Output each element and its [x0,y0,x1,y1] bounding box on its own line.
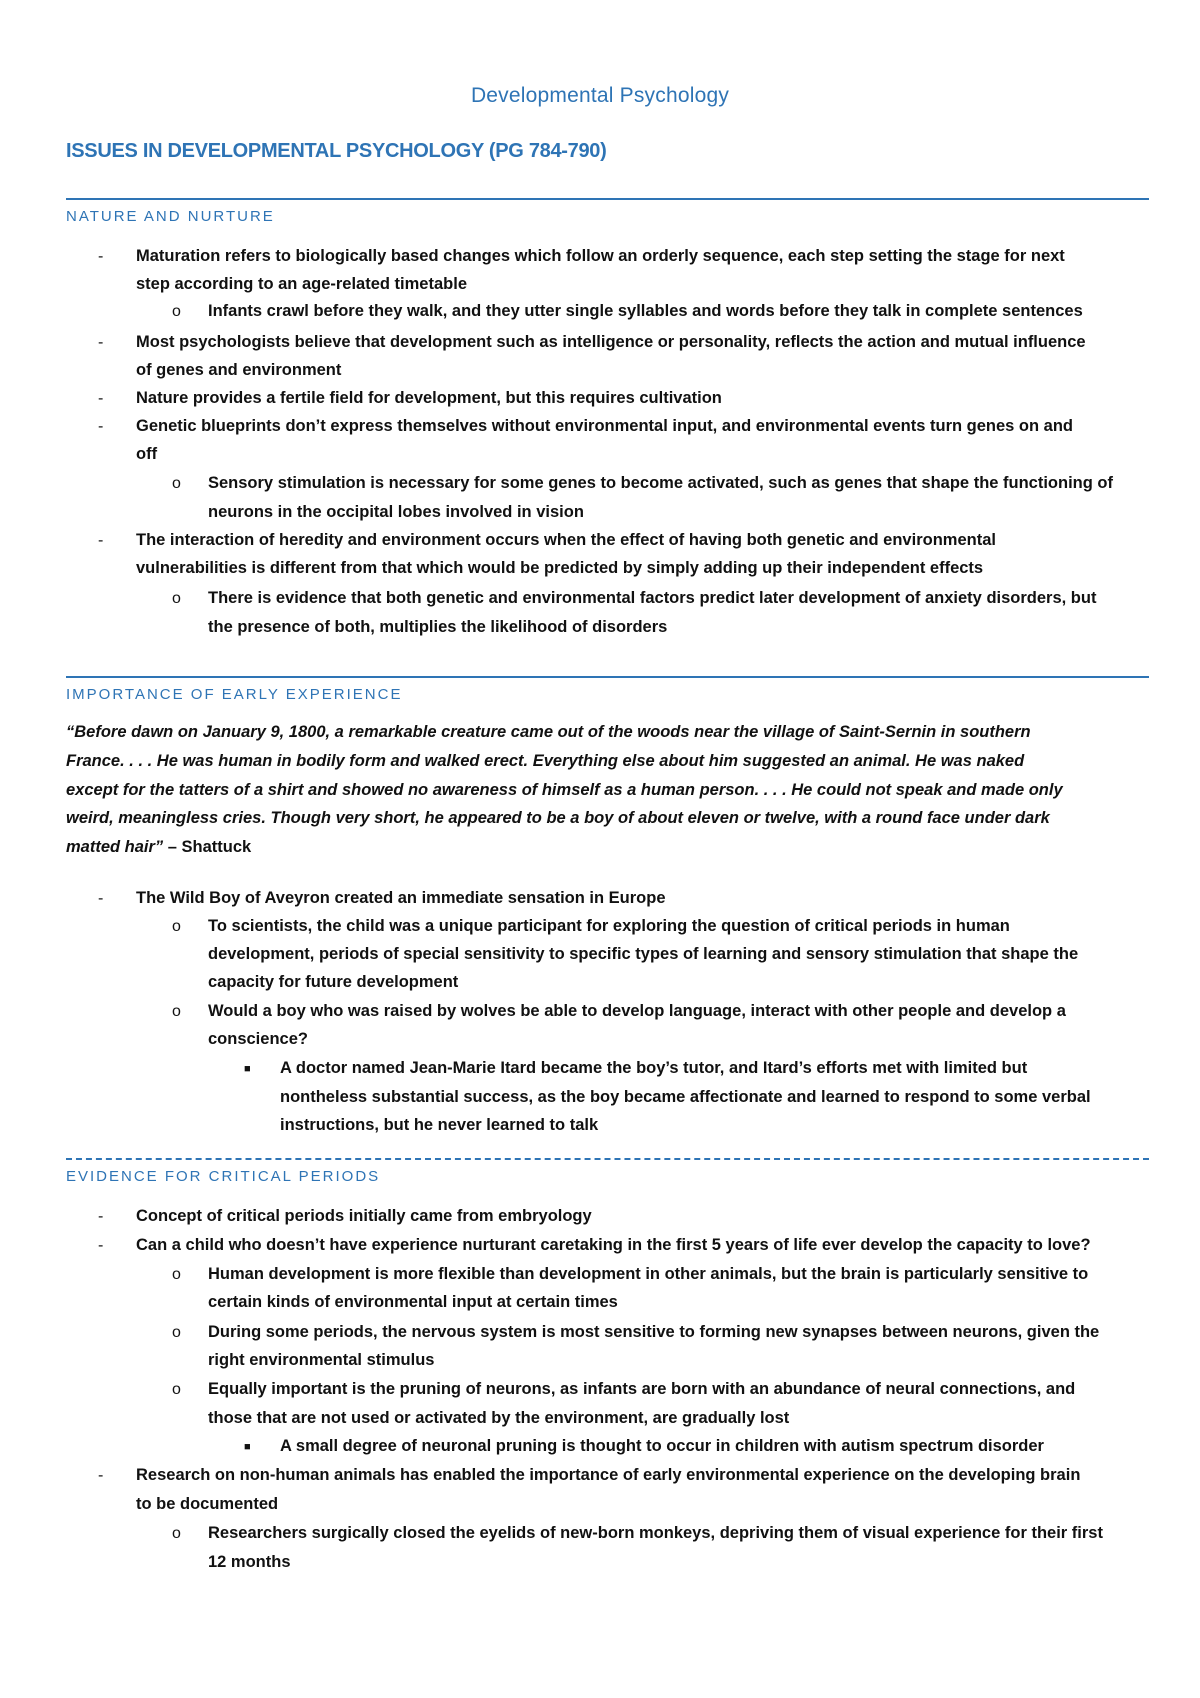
text-line: Infants crawl before they walk, and they utter single syllables and words before they talk in complete sentences [208,302,1083,320]
section-heading-critical-periods: EVIDENCE FOR CRITICAL PERIODS [66,1168,381,1185]
quote-line: matted hair” [66,838,164,856]
quote-line: “Before dawn on January 9, 1800, a remarkable creature came out of the woods near the village of Saint-Sernin in southern [66,723,1031,741]
main-heading: ISSUES IN DEVELOPMENTAL PSYCHOLOGY (PG 784-790) [66,140,607,162]
text-line: development, periods of special sensitivity to specific types of learning and sensory stimulation that shape the [208,945,1079,963]
text-line: 12 months [208,1553,291,1571]
quote-attribution: – Shattuck [163,838,252,856]
bullet-circle: o [172,1324,181,1341]
quote-line: weird, meaningless cries. Though very short, he appeared to be a boy of about eleven or twelve, with a round face under dark [66,809,1050,827]
text-line: vulnerabilities is different from that which would be predicted by simply adding up their independent effects [136,559,984,577]
bullet-dash: - [98,532,104,549]
text-line: neurons in the occipital lobes involved in vision [208,503,584,521]
text-line: To scientists, the child was a unique participant for exploring the question of critical periods in human [208,917,1010,935]
text-line: right environmental stimulus [208,1351,435,1369]
text-line: The interaction of heredity and environment occurs when the effect of having both genetic and environmental [136,531,996,549]
text-line: Research on non-human animals has enabled the importance of early environmental experience on the developing brain [136,1466,1081,1484]
section-heading-nature: NATURE AND NURTURE [66,208,275,225]
text-line: step according to an age-related timetable [136,275,467,293]
text-line: The Wild Boy of Aveyron created an immediate sensation in Europe [136,889,666,907]
bullet-square: ■ [244,1063,251,1075]
text-line: A small degree of neuronal pruning is thought to occur in children with autism spectrum disorder [280,1437,1044,1455]
text-line: Concept of critical periods initially came from embryology [136,1207,592,1225]
section-divider [66,676,1149,678]
bullet-circle: o [172,1525,181,1542]
bullet-circle: o [172,918,181,935]
section-heading-early-experience: IMPORTANCE OF EARLY EXPERIENCE [66,686,403,703]
bullet-dash: - [98,1208,104,1225]
text-line: nontheless substantial success, as the boy became affectionate and learned to respond to some verbal [280,1088,1091,1106]
bullet-circle: o [172,1381,181,1398]
bullet-circle: o [172,1266,181,1283]
text-line: Most psychologists believe that development such as intelligence or personality, reflects the action and mutual influence [136,333,1086,351]
text-line: instructions, but he never learned to talk [280,1116,599,1134]
text-line: During some periods, the nervous system is most sensitive to forming new synapses between neurons, given the [208,1323,1100,1341]
bullet-dash: - [98,890,104,907]
text-line: off [136,445,158,463]
text-line: Sensory stimulation is necessary for some genes to become activated, such as genes that shape the functioning of [208,474,1113,492]
text-line: Maturation refers to biologically based changes which follow an orderly sequence, each step setting the stage for next [136,247,1065,265]
quote-line: France. . . . He was human in bodily form and walked erect. Everything else about him suggested an animal. He was naked [66,752,1025,770]
text-line: Can a child who doesn’t have experience nurturant caretaking in the first 5 years of life ever develop the capacity to love? [136,1236,1091,1254]
bullet-circle: o [172,303,181,320]
quote-line: except for the tatters of a shirt and showed no awareness of himself as a human person. . . . He could not speak and made only [66,781,1063,799]
bullet-dash: - [98,1467,104,1484]
text-line: Nature provides a fertile field for development, but this requires cultivation [136,389,722,407]
text-line: Genetic blueprints don’t express themselves without environmental input, and environmental events turn genes on and [136,417,1074,435]
text-line: Researchers surgically closed the eyelids of new-born monkeys, depriving them of visual experience for their first [208,1524,1103,1542]
bullet-circle: o [172,475,181,492]
text-line: of genes and environment [136,361,342,379]
document-title: Developmental Psychology [470,84,730,107]
bullet-dash: - [98,334,104,351]
text-line: capacity for future development [208,973,459,991]
bullet-dash: - [98,418,104,435]
text-line: Human development is more flexible than development in other animals, but the brain is particularly sensitive to [208,1265,1089,1283]
text-line: certain kinds of environmental input at certain times [208,1293,618,1311]
text-line: Equally important is the pruning of neurons, as infants are born with an abundance of neural connections, and [208,1380,1076,1398]
bullet-square: ■ [244,1441,251,1453]
bullet-dash: - [98,390,104,407]
bullet-circle: o [172,590,181,607]
text-line: There is evidence that both genetic and environmental factors predict later development of anxiety disorders, but [208,589,1097,607]
bullet-circle: o [172,1003,181,1020]
text-line: conscience? [208,1030,308,1048]
section-divider [66,198,1149,200]
text-line: Would a boy who was raised by wolves be able to develop language, interact with other people and develop a [208,1002,1066,1020]
text-line: those that are not used or activated by the environment, are gradually lost [208,1409,790,1427]
text-line: A doctor named Jean-Marie Itard became the boy’s tutor, and Itard’s efforts met with limited but [280,1059,1028,1077]
text-line: the presence of both, multiplies the likelihood of disorders [208,618,668,636]
bullet-dash: - [98,248,104,265]
text-line: to be documented [136,1495,279,1513]
bullet-dash: - [98,1237,104,1254]
quote-last-line [66,838,251,857]
section-divider [66,1158,1149,1160]
